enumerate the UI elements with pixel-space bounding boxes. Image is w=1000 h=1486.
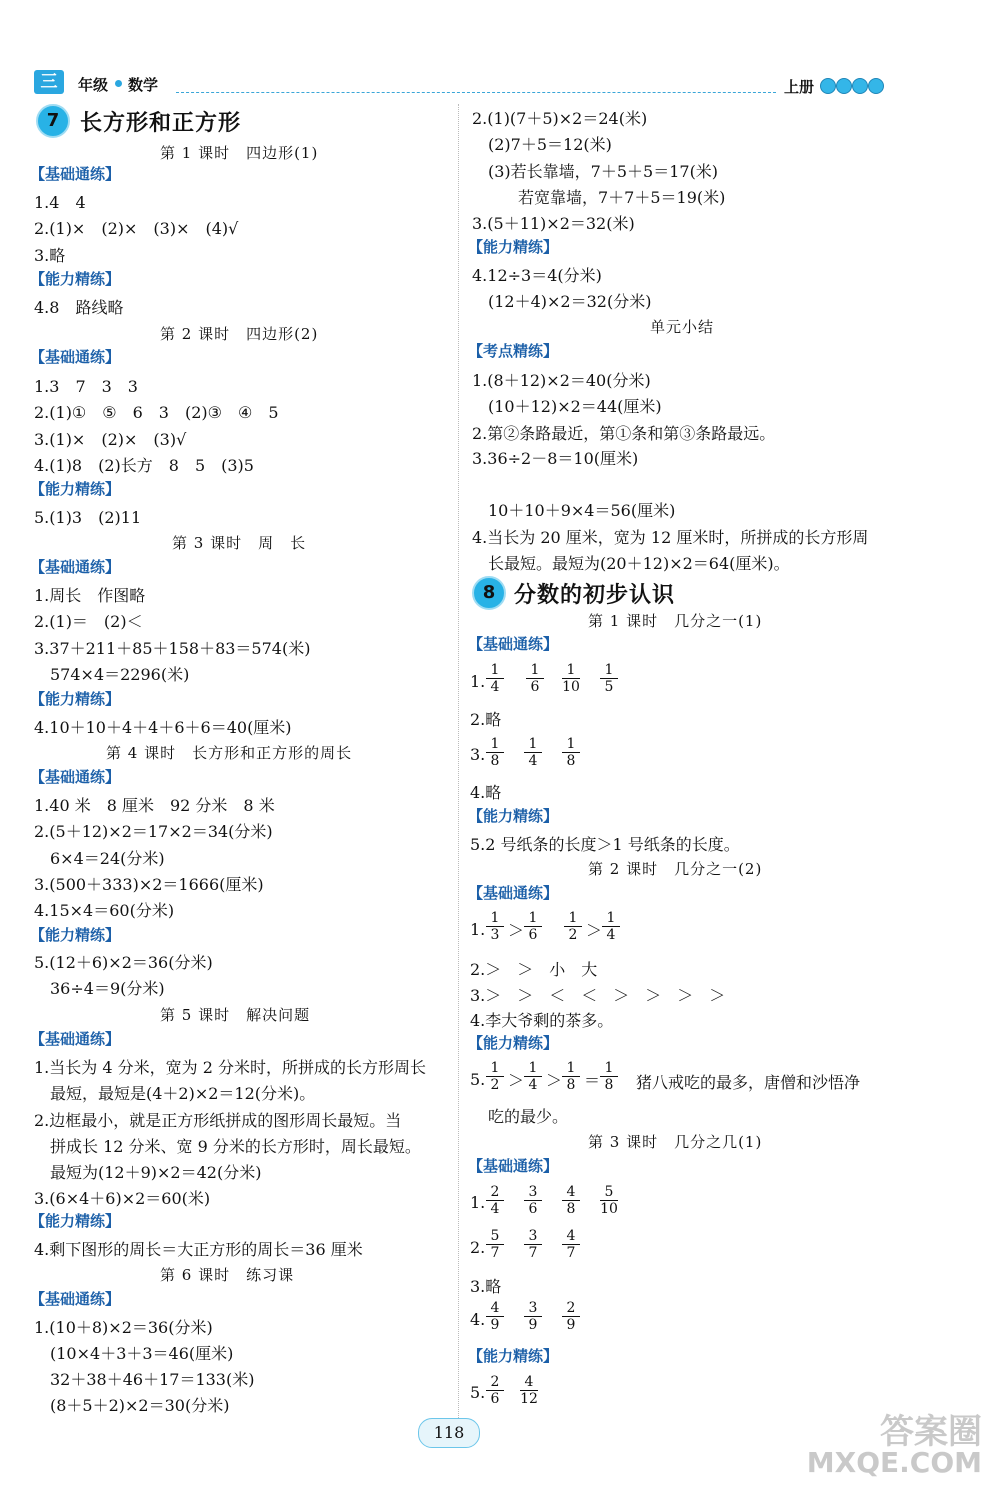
- fraction-denominator: 4: [486, 1200, 504, 1217]
- section-tag: 【基础通练】: [30, 558, 121, 576]
- watermark-url: MXQE.COM: [806, 1446, 982, 1479]
- answer-line: 32＋38＋46＋17＝133(米): [50, 1370, 255, 1389]
- fraction-numerator: 4: [566, 1184, 576, 1200]
- fraction: [524, 1060, 542, 1093]
- fraction-numerator: 2: [490, 1374, 500, 1390]
- fraction-denominator: 10: [600, 1201, 618, 1217]
- answer-line: 2.＞ ＞ 小 大: [470, 960, 598, 979]
- section-tag: 【能力精练】: [468, 238, 559, 256]
- fraction-denominator: 6: [526, 678, 544, 695]
- watermark-logo: 答案圈: [880, 1412, 982, 1452]
- section-tag: 【能力精练】: [30, 926, 121, 944]
- fraction-denominator: 8: [562, 1200, 580, 1217]
- fraction: [486, 1228, 504, 1261]
- fraction-numerator: 1: [568, 910, 578, 926]
- answer-line: 3.＞ ＞ ＜ ＜ ＞ ＞ ＞ ＞: [470, 986, 726, 1005]
- answer-line: 长最短。最短为(20＋12)×2＝64(厘米)。: [488, 554, 790, 573]
- fraction-numerator: 1: [604, 662, 614, 678]
- answer-line: 1.40 米 8 厘米 92 分米 8 米: [34, 796, 275, 815]
- section-tag: 【能力精练】: [30, 480, 121, 498]
- fraction-numerator: 4: [524, 1374, 534, 1390]
- question-number: 5.: [470, 1070, 486, 1089]
- answer-line: 4.略: [470, 783, 502, 802]
- fraction-denominator: 6: [524, 1200, 542, 1217]
- fraction: [562, 1228, 580, 1261]
- answer-line: 拼成长 12 分米、宽 9 分米的长方形时，周长最短。: [50, 1137, 421, 1156]
- fraction-numerator: 1: [528, 1060, 538, 1076]
- answer-line: 3.略: [470, 1277, 502, 1296]
- fraction-numerator: 5: [604, 1184, 614, 1200]
- fraction: [486, 1060, 504, 1093]
- fraction-numerator: 5: [490, 1228, 500, 1244]
- fraction: [486, 736, 504, 769]
- answer-line: 吃的最少。: [488, 1107, 569, 1126]
- fraction-denominator: 12: [520, 1391, 538, 1407]
- answer-line: 4.剩下图形的周长＝大正方形的周长＝36 厘米: [34, 1240, 363, 1259]
- fraction-numerator: 1: [490, 1060, 500, 1076]
- fraction-numerator: 1: [566, 1060, 576, 1076]
- answer-line: 10＋10＋9×4＝56(厘米): [488, 501, 676, 520]
- fraction-numerator: 3: [528, 1300, 538, 1316]
- answer-line: 4.10＋10＋4＋4＋6＋6＝40(厘米): [34, 718, 292, 737]
- answer-line: 5.(12＋6)×2＝36(分米): [34, 953, 213, 972]
- fraction-numerator: 2: [566, 1300, 576, 1316]
- section-tag: 【能力精练】: [30, 270, 121, 288]
- answer-line: 3.36÷2－8＝10(厘米): [472, 449, 639, 468]
- fraction-denominator: 6: [524, 926, 542, 943]
- fraction-denominator: 9: [524, 1316, 542, 1333]
- lesson-title: 第 4 课时 长方形和正方形的周长: [106, 744, 353, 762]
- answer-line: 1.3 7 3 3: [34, 377, 138, 396]
- header-dot-2: [836, 78, 852, 94]
- answer-line: 4.15×4＝60(分米): [34, 901, 175, 920]
- section-tag: 【基础通练】: [30, 348, 121, 366]
- subject-label: 数学: [128, 76, 159, 94]
- fraction-numerator: 1: [528, 736, 538, 752]
- greater-than-sign: ＞: [586, 921, 603, 940]
- equals-sign: ＝: [584, 1071, 601, 1090]
- answer-line: 1.周长 作图略: [34, 586, 146, 605]
- lesson-title: 单元小结: [650, 318, 715, 336]
- answer-line: 最短，最短是(4＋2)×2＝12(分米)。: [50, 1084, 316, 1103]
- answer-line: 4.12÷3＝4(分米): [472, 266, 602, 285]
- fraction-denominator: 4: [524, 752, 542, 769]
- answer-line: 574×4＝2296(米): [50, 665, 190, 684]
- header-dot-3: [852, 78, 868, 94]
- section-tag: 【考点精练】: [468, 342, 559, 360]
- grade-label: 年级: [78, 76, 109, 94]
- fraction-denominator: 8: [562, 752, 580, 769]
- answer-line: 1.当长为 4 分米，宽为 2 分米时，所拼成的长方形周长: [34, 1058, 426, 1077]
- answer-line: 2.第②条路最近，第①条和第③条路最远。: [472, 424, 776, 443]
- fraction-denominator: 7: [524, 1244, 542, 1261]
- section-tag: 【基础通练】: [30, 1290, 121, 1308]
- section-tag: 【基础通练】: [30, 165, 121, 183]
- header-dot-1: [820, 78, 836, 94]
- answer-line: 3.(1)× (2)× (3)√: [34, 430, 187, 449]
- fraction-denominator: 6: [486, 1390, 504, 1407]
- question-number: 1.: [470, 1193, 486, 1212]
- answer-line: 2.(5＋12)×2＝17×2＝34(分米): [34, 822, 273, 841]
- fraction-denominator: 4: [524, 1076, 542, 1093]
- fraction-denominator: 5: [600, 678, 618, 695]
- fraction-numerator: 2: [490, 1184, 500, 1200]
- question-number: 5.: [470, 1383, 486, 1402]
- fraction-denominator: 7: [562, 1244, 580, 1261]
- fraction-numerator: 1: [528, 910, 538, 926]
- column-divider: [458, 104, 459, 1424]
- section-tag: 【能力精练】: [468, 1034, 559, 1052]
- lesson-title: 第 1 课时 四边形(1): [160, 144, 319, 162]
- answer-line: 若宽靠墙，7＋7＋5＝19(米): [518, 188, 726, 207]
- answer-line: 2.(1)① ⑤ 6 3 (2)③ ④ 5: [34, 403, 279, 422]
- section-tag: 【基础通练】: [30, 1030, 121, 1048]
- answer-line: 3.37＋211＋85＋158＋83＝574(米): [34, 639, 311, 658]
- fraction: [486, 910, 504, 943]
- fraction-denominator: 4: [602, 926, 620, 943]
- answer-line: 3.(6×4＋6)×2＝60(米): [34, 1189, 211, 1208]
- lesson-title: 第 1 课时 几分之一(1): [588, 612, 763, 630]
- fraction: [486, 1374, 504, 1407]
- answer-line: 4.李大爷剩的茶多。: [470, 1011, 614, 1030]
- section-tag: 【能力精练】: [30, 1212, 121, 1230]
- greater-than-sign: ＞: [508, 1071, 525, 1090]
- answer-line: 4.当长为 20 厘米，宽为 12 厘米时，所拼成的长方形周: [472, 528, 869, 547]
- answer-line: (3)若长靠墙，7＋5＋5＝17(米): [488, 162, 719, 181]
- header-dot: [115, 80, 122, 87]
- fraction: [524, 1228, 542, 1261]
- fraction: [562, 736, 580, 769]
- fraction: [486, 662, 504, 695]
- answer-line: 猪八戒吃的最多，唐僧和沙悟净: [636, 1073, 861, 1092]
- fraction-denominator: 7: [486, 1244, 504, 1261]
- greater-than-sign: ＞: [508, 921, 525, 940]
- fraction: [600, 662, 618, 695]
- answer-line: 36÷4＝9(分米): [50, 979, 165, 998]
- answer-line: (8＋5＋2)×2＝30(分米): [50, 1396, 230, 1415]
- fraction-numerator: 4: [490, 1300, 500, 1316]
- answer-line: (10×4＋3＋3＝46(厘米): [50, 1344, 234, 1363]
- fraction-numerator: 1: [490, 736, 500, 752]
- volume-label: 上册: [784, 78, 815, 96]
- question-number: 4.: [470, 1310, 486, 1329]
- fraction: [520, 1374, 538, 1407]
- lesson-title: 第 2 课时 几分之一(2): [588, 860, 763, 878]
- section-tag: 【基础通练】: [468, 884, 559, 902]
- answer-line: (2)7＋5＝12(米): [488, 135, 612, 154]
- fraction-denominator: 10: [562, 679, 580, 695]
- fraction: [524, 1184, 542, 1217]
- lesson-title: 第 3 课时 几分之几(1): [588, 1133, 763, 1151]
- page-number: 118: [418, 1418, 480, 1448]
- fraction-denominator: 9: [486, 1316, 504, 1333]
- fraction-numerator: 1: [566, 662, 576, 678]
- answer-line: (10＋12)×2＝44(厘米): [488, 397, 662, 416]
- answer-line: 6×4＝24(分米): [50, 849, 165, 868]
- fraction-numerator: 1: [490, 662, 500, 678]
- answer-line: 5.(1)3 (2)11: [34, 508, 142, 527]
- answer-line: 3.(500＋333)×2＝1666(厘米): [34, 875, 264, 894]
- fraction: [562, 1060, 580, 1093]
- answer-line: 4.8 路线略: [34, 298, 124, 317]
- answer-line: 最短为(12＋9)×2＝42(分米): [50, 1163, 262, 1182]
- section-tag: 【能力精练】: [468, 1347, 559, 1365]
- fraction-denominator: 4: [486, 678, 504, 695]
- header-rule: [176, 92, 776, 93]
- answer-line: 3.略: [34, 246, 66, 265]
- section-tag: 【基础通练】: [468, 1157, 559, 1175]
- section-tag: 【能力精练】: [468, 807, 559, 825]
- section-tag: 【基础通练】: [30, 768, 121, 786]
- header-dot-4: [868, 78, 884, 94]
- fraction-denominator: 8: [562, 1076, 580, 1093]
- fraction: [564, 910, 582, 943]
- fraction-numerator: 1: [490, 910, 500, 926]
- answer-line: (12＋4)×2＝32(分米): [488, 292, 652, 311]
- fraction: [602, 910, 620, 943]
- question-number: 3.: [470, 745, 486, 764]
- lesson-title: 第 3 课时 周 长: [172, 534, 307, 552]
- fraction-denominator: 8: [486, 752, 504, 769]
- section-tag: 【基础通练】: [468, 635, 559, 653]
- answer-line: 1.4 4: [34, 193, 86, 212]
- fraction: [524, 1300, 542, 1333]
- answer-line: 2.(1)＝ (2)＜: [34, 612, 143, 631]
- answer-line: 2.(1)× (2)× (3)× (4)√: [34, 219, 239, 238]
- unit-number: 8: [472, 576, 506, 610]
- answer-line: 5.2 号纸条的长度＞1 号纸条的长度。: [470, 835, 740, 854]
- fraction: [562, 662, 580, 695]
- fraction-numerator: 3: [528, 1184, 538, 1200]
- answer-line: 1.(10＋8)×2＝36(分米): [34, 1318, 213, 1337]
- fraction: [486, 1300, 504, 1333]
- answer-line: 2.略: [470, 710, 502, 729]
- fraction-numerator: 1: [530, 662, 540, 678]
- greater-than-sign: ＞: [546, 1071, 563, 1090]
- fraction: [526, 662, 544, 695]
- fraction: [600, 1060, 618, 1093]
- answer-line: 2.(1)(7＋5)×2＝24(米): [472, 109, 648, 128]
- fraction: [486, 1184, 504, 1217]
- lesson-title: 第 6 课时 练习课: [160, 1266, 295, 1284]
- answer-line: 4.(1)8 (2)长方 8 5 (3)5: [34, 456, 254, 475]
- answer-line: 1.(8＋12)×2＝40(分米): [472, 371, 651, 390]
- answer-line: 3.(5＋11)×2＝32(米): [472, 214, 635, 233]
- fraction-denominator: 2: [564, 926, 582, 943]
- fraction-numerator: 1: [604, 1060, 614, 1076]
- section-tag: 【能力精练】: [30, 690, 121, 708]
- fraction-denominator: 2: [486, 1076, 504, 1093]
- fraction-denominator: 3: [486, 926, 504, 943]
- unit-number: 7: [36, 104, 70, 138]
- fraction: [524, 910, 542, 943]
- fraction-numerator: 1: [606, 910, 616, 926]
- fraction: [562, 1184, 580, 1217]
- question-number: 2.: [470, 1238, 486, 1257]
- fraction: [562, 1300, 580, 1333]
- unit-title: 分数的初步认识: [514, 582, 676, 608]
- question-number: 1.: [470, 920, 486, 939]
- answer-line: 2.边框最小，就是正方形纸拼成的图形周长最短。当: [34, 1111, 402, 1130]
- fraction: [524, 736, 542, 769]
- lesson-title: 第 2 课时 四边形(2): [160, 325, 319, 343]
- fraction-numerator: 3: [528, 1228, 538, 1244]
- unit-title: 长方形和正方形: [80, 110, 242, 136]
- fraction-denominator: 8: [600, 1076, 618, 1093]
- grade-badge: 三: [34, 70, 64, 94]
- fraction-numerator: 4: [566, 1228, 576, 1244]
- question-number: 1.: [470, 672, 486, 691]
- fraction: [600, 1184, 618, 1217]
- lesson-title: 第 5 课时 解决问题: [160, 1006, 311, 1024]
- fraction-numerator: 1: [566, 736, 576, 752]
- fraction-denominator: 9: [562, 1316, 580, 1333]
